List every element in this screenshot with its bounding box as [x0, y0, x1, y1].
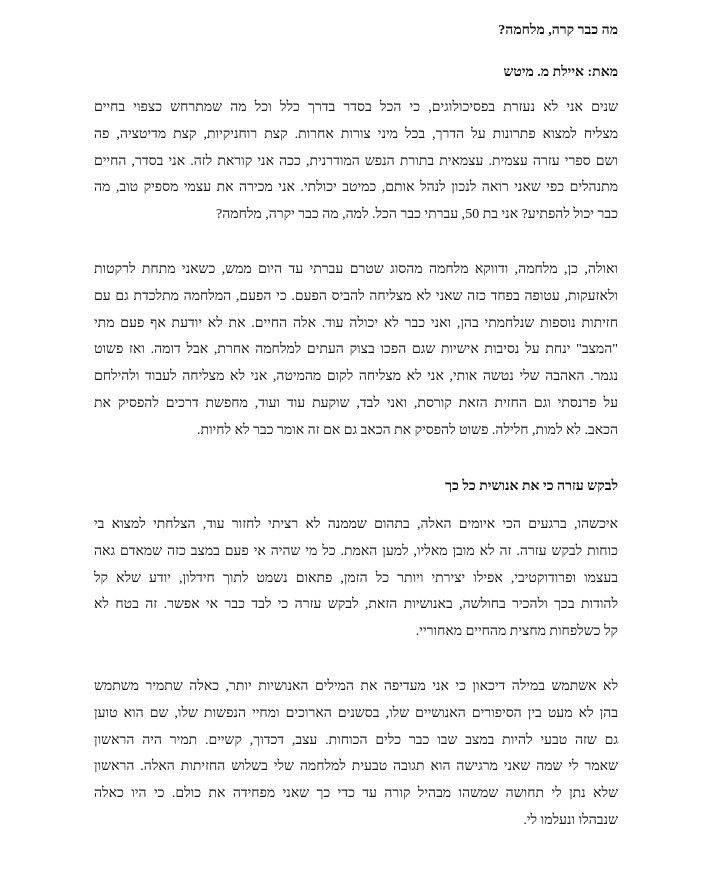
paragraph-3: [94, 512, 618, 646]
section-heading: לבקש עזרה כי את אנושית כל כך: [445, 479, 618, 494]
paragraph-line: "המצב" ינחת על נסיבות אישיות שגם הפכו בצוק העתים למלחמה אחרת, אבל דומה. ואז פשוט: [94, 342, 618, 358]
paragraph-line: כוחות לבקש עזרה. זה לא מובן מאליו, למען האמת. כל מי שהיה אי פעם במצב כזה שמאדם גאה: [94, 543, 618, 559]
paragraph-line: בעצמו ופרודוקטיבי, אפילו יצירתי ויותר כל הזמן, פתאום נשמט לתוך חידלון, יודע שלא קל: [94, 570, 618, 586]
paragraph-line: שנבהלו ונעלמו לי.: [523, 812, 618, 828]
paragraph-2: [94, 257, 618, 445]
paragraph-line: להודות בכך ולהכיר בחולשה, באנושיות הזאת, לבקש עזרה כי לבד כבר אי אפשר. זה בטח לא: [94, 597, 618, 613]
paragraph-line: מצליח למצוא פתרונות על הדרך, בכל מיני צורות אחרות. קצת רוחניקיות, קצת מדיטציה, פה: [94, 126, 618, 142]
paragraph-line: לא אשתמש במילה דיכאון כי אני מעדיפה את המילים האנושיות יותר, כאלה שתמיר משתמש: [94, 679, 618, 694]
paragraph-line: גם שזה טבעי להיות במצב שבו כבר כלים הכוחות. עצב, דכדוך, קשיים. תמיר היה הראשון: [94, 732, 618, 748]
paragraph-line: חזיתות נוספות שנלחמתי בהן, ואני כבר לא יכולה עוד. אלה החיים. את לא יודעת אף פעם מתי: [94, 315, 618, 331]
paragraph-line: כבר יכול להפתיע? אני בת 50, עברתי כבר הכל. למה, מה כבר יקרה, מלחמה?: [216, 207, 618, 223]
paragraph-line: הכאב. לא למות, חלילה. פשוט להפסיק את הכאב גם אם זה אומר כבר לא לחיות.: [196, 422, 618, 438]
paragraph-line: קל כשלפחות מחצית מהחיים מאחוריי.: [415, 624, 618, 640]
paragraph-4: [94, 674, 618, 835]
paragraph-line: מתנהלים כפי שאני רואה לנכון לנהל אותם, כמיטב יכולתי. אני מכירה את עצמי מספיק טוב, מה: [94, 180, 618, 196]
paragraph-1: [94, 95, 618, 229]
paragraph-line: שנים אני לא נעזרת בפסיכולוגים, כי הכל בסדר בדרך כלל וכל מה שמתרחש כצפוי בחיים: [94, 100, 618, 115]
document-title: מה כבר קרה, מלחמה?: [498, 23, 618, 38]
paragraph-line: בהן לא מעט בין הסיפורים האנושיים שלו, בסשנים הארוכים ומחיי הנפשות שלו, שם הוא טוען: [94, 705, 618, 721]
paragraph-line: שלא נתן לי תחושה שמשהו מבהיל קורה עד כדי כך שאני מפחידה את כולם. כי היו כאלה: [94, 786, 618, 802]
paragraph-line: שאמר לי שמה שאני מרגישה הוא תגובה טבעית למלחמה שלי בשלוש החזיתות האלה. הראשון: [94, 759, 618, 775]
author-byline: מאת: איילת מ. מיטש: [503, 65, 618, 80]
paragraph-line: איכשהו, ברגעים הכי איומים האלה, בתהום שממנה לא רציתי לחזור עוד, הצלחתי למצוא בי: [94, 517, 618, 532]
paragraph-line: ושם ספרי עזרה עצמית. עצמאית בתורת הנפש המודרנית, ככה אני קוראת לזה. אני בסדר, החיים: [94, 153, 618, 169]
paragraph-line: ולאזעקות, עטופה בפחד כזה שאני לא מצליחה להביס הפעם. כי הפעם, המלחמה מתלכדת גם עם: [94, 288, 618, 304]
paragraph-line: ואולה, כן, מלחמה, ודווקא מלחמה מהסוג שטרם עברתי עד היום ממש, כשאני מתחת לרקטות: [94, 262, 618, 277]
paragraph-line: על פרנסתי וגם החזית הזאת קורסת, ואני לבד, שוקעת עוד ועוד, מחפשת דרכים להפסיק את: [94, 395, 618, 411]
paragraph-line: נגמר. האהבה שלי נטשה אותי, אני לא מצליחה לקום מהמיטה, אני לא מצליחה לעבוד ולהילחם: [94, 369, 618, 385]
